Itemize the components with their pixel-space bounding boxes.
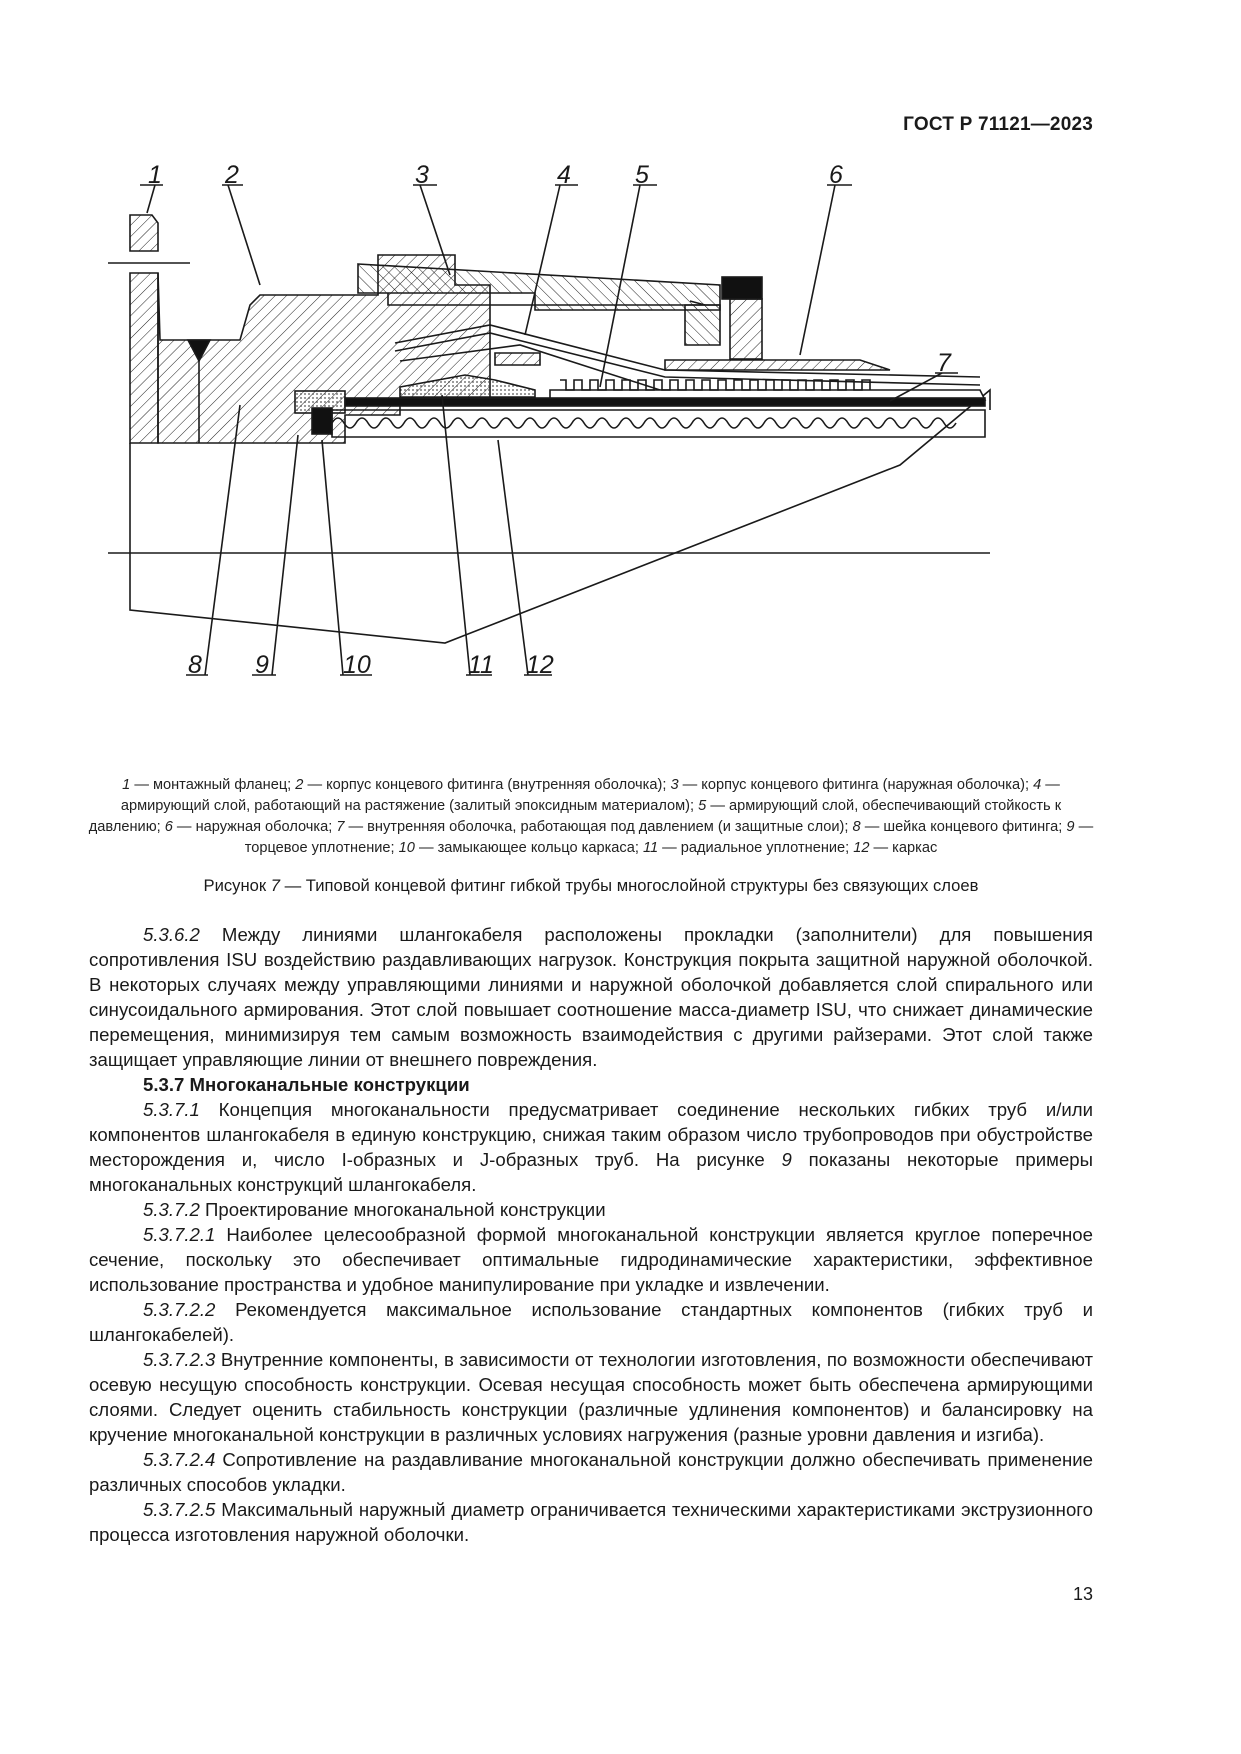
callout-11: 11 bbox=[468, 651, 494, 679]
paragraph-text: Максимальный наружный диаметр ограничивается техническими характеристиками экструзионного процесса изготовления наружной оболочки. bbox=[89, 1499, 1093, 1545]
callout-10: 10 bbox=[343, 651, 371, 679]
paragraph-5-3-6-2 bbox=[89, 922, 1093, 1072]
legend-num-1: 1 bbox=[122, 777, 131, 793]
callout-7: 7 bbox=[937, 349, 951, 377]
figure-reference: 9 bbox=[781, 1149, 792, 1170]
caption-number: 7 bbox=[270, 876, 280, 895]
caption-prefix: Рисунок bbox=[203, 876, 271, 895]
heading-5-3-7 bbox=[89, 1072, 1093, 1097]
legend-text-11: — радиальное уплотнение; bbox=[658, 840, 854, 856]
page-number: 13 bbox=[1072, 1584, 1093, 1604]
callout-9: 9 bbox=[255, 651, 269, 679]
paragraph-text: Наиболее целесообразной формой многоканальной конструкции является круглое поперечное сечение, поскольку это обеспечивает оптимальные гидродинамические характеристики, эффективное использование пространства и удобное манипулирование при укладке и извлечении. bbox=[89, 1224, 1093, 1295]
callout-6: 6 bbox=[829, 165, 843, 189]
callout-5: 5 bbox=[635, 165, 649, 189]
legend-text-4: — армирующий слой, работающий на растяжение (залитый эпоксидным материалом); bbox=[120, 777, 1060, 814]
paragraph-5-3-7-2-4 bbox=[89, 1447, 1093, 1497]
legend-num-6: 6 bbox=[164, 819, 173, 835]
legend-text-7: — внутренняя оболочка, работающая под давлением (и защитные слои); bbox=[344, 819, 853, 835]
figure-caption bbox=[88, 876, 1094, 896]
callout-12: 12 bbox=[526, 651, 554, 679]
paragraph-text: Рекомендуется максимальное использование стандартных компонентов (гибких труб и шлангокабелей). bbox=[89, 1299, 1093, 1345]
paragraph-5-3-7-2-3 bbox=[89, 1347, 1093, 1447]
paragraph-5-3-7-1 bbox=[89, 1097, 1093, 1197]
legend-num-11: 11 bbox=[642, 840, 659, 856]
paragraph-5-3-7-2 bbox=[89, 1197, 1093, 1222]
paragraph-5-3-7-2-2 bbox=[89, 1297, 1093, 1347]
figure-legend bbox=[88, 775, 1094, 859]
figure-end-fitting bbox=[100, 165, 1030, 765]
legend-num-12: 12 bbox=[853, 840, 870, 856]
caption-text: — Типовой концевой фитинг гибкой трубы многослойной структуры без связующих слоев bbox=[279, 876, 979, 895]
paragraph-text: Концепция многоканальности предусматривает соединение нескольких гибких труб и/или компонентов шлангокабеля в единую конструкцию, снижая таким образом число трубопроводов при обустройстве месторождения и, число I-образных и J-образных труб. На рисунке bbox=[89, 1099, 1093, 1170]
callout-2: 2 bbox=[225, 165, 239, 189]
legend-text-10: — замыкающее кольцо каркаса; bbox=[414, 840, 643, 856]
legend-text-1: — монтажный фланец; bbox=[130, 777, 296, 793]
legend-num-4: 4 bbox=[1033, 777, 1042, 793]
legend-text-9: — торцевое уплотнение; bbox=[244, 819, 1094, 856]
legend-text-2: — корпус концевого фитинга (внутренняя оболочка); bbox=[303, 777, 671, 793]
body-text bbox=[89, 922, 1093, 1547]
legend-num-7: 7 bbox=[336, 819, 345, 835]
callout-1: 1 bbox=[148, 165, 162, 189]
legend-text-6: — наружная оболочка; bbox=[172, 819, 337, 835]
clause-number: 5.3.7.2.5 bbox=[143, 1499, 216, 1520]
clause-number: 5.3.7 bbox=[143, 1074, 185, 1095]
paragraph-text: Внутренние компоненты, в зависимости от технологии изготовления, по возможности обеспечивают осевую несущую способность конструкции. Осевая несущая способность может быть обеспечена армирующими слоями. Следует оценить стабильность конструкции (различные удлинения компонентов) и балансировку на кручение многоканальной конструкции в различных условиях нагружения (разные уровни давления и изгиба). bbox=[89, 1349, 1093, 1445]
callout-8: 8 bbox=[188, 651, 202, 679]
clause-number: 5.3.7.2 bbox=[143, 1199, 200, 1220]
legend-num-8: 8 bbox=[852, 819, 861, 835]
document-code: ГОСТ Р 71121—2023 bbox=[903, 114, 1093, 135]
clause-number: 5.3.7.1 bbox=[143, 1099, 200, 1120]
clause-number: 5.3.7.2.1 bbox=[143, 1224, 216, 1245]
callout-3: 3 bbox=[415, 165, 429, 189]
legend-text-5: — армирующий слой, обеспечивающий стойкость к давлению; bbox=[88, 798, 1062, 835]
legend-text-12: — каркас bbox=[869, 840, 938, 856]
paragraph-text: Сопротивление на раздавливание многоканальной конструкции должно обеспечивать применение различных способов укладки. bbox=[89, 1449, 1093, 1495]
clause-number: 5.3.7.2.3 bbox=[143, 1349, 216, 1370]
clause-number: 5.3.6.2 bbox=[143, 924, 200, 945]
legend-num-3: 3 bbox=[670, 777, 679, 793]
legend-num-9: 9 bbox=[1066, 819, 1075, 835]
paragraph-text: Проектирование многоканальной конструкции bbox=[199, 1199, 606, 1220]
end-fitting-drawing bbox=[100, 165, 1030, 765]
clause-number: 5.3.7.2.2 bbox=[143, 1299, 216, 1320]
legend-text-8: — шейка концевого фитинга; bbox=[860, 819, 1067, 835]
legend-num-2: 2 bbox=[295, 777, 304, 793]
callout-4: 4 bbox=[557, 165, 571, 189]
paragraph-5-3-7-2-5 bbox=[89, 1497, 1093, 1547]
legend-text-3: — корпус концевого фитинга (наружная оболочка); bbox=[678, 777, 1034, 793]
legend-num-10: 10 bbox=[398, 840, 415, 856]
clause-number: 5.3.7.2.4 bbox=[143, 1449, 216, 1470]
legend-num-5: 5 bbox=[698, 798, 707, 814]
paragraph-text-tail: показаны некоторые примеры многоканальных конструкций шлангокабеля. bbox=[89, 1149, 1093, 1195]
heading-text: Многоканальные конструкции bbox=[184, 1074, 470, 1095]
paragraph-5-3-7-2-1 bbox=[89, 1222, 1093, 1297]
paragraph-text: Между линиями шлангокабеля расположены прокладки (заполнители) для повышения сопротивления ISU воздействию раздавливающих нагрузок. Конструкция покрыта защитной наружной оболочкой. В некоторых случаях между управляющими линиями и наружной оболочкой добавляется слой спирального или синусоидального армирования. Этот слой повышает соотношение масса-диаметр ISU, что снижает динамические перемещения, минимизируя тем самым возможность взаимодействия с другими райзерами. Этот слой также защищает управляющие линии от внешнего повреждения. bbox=[89, 924, 1093, 1070]
